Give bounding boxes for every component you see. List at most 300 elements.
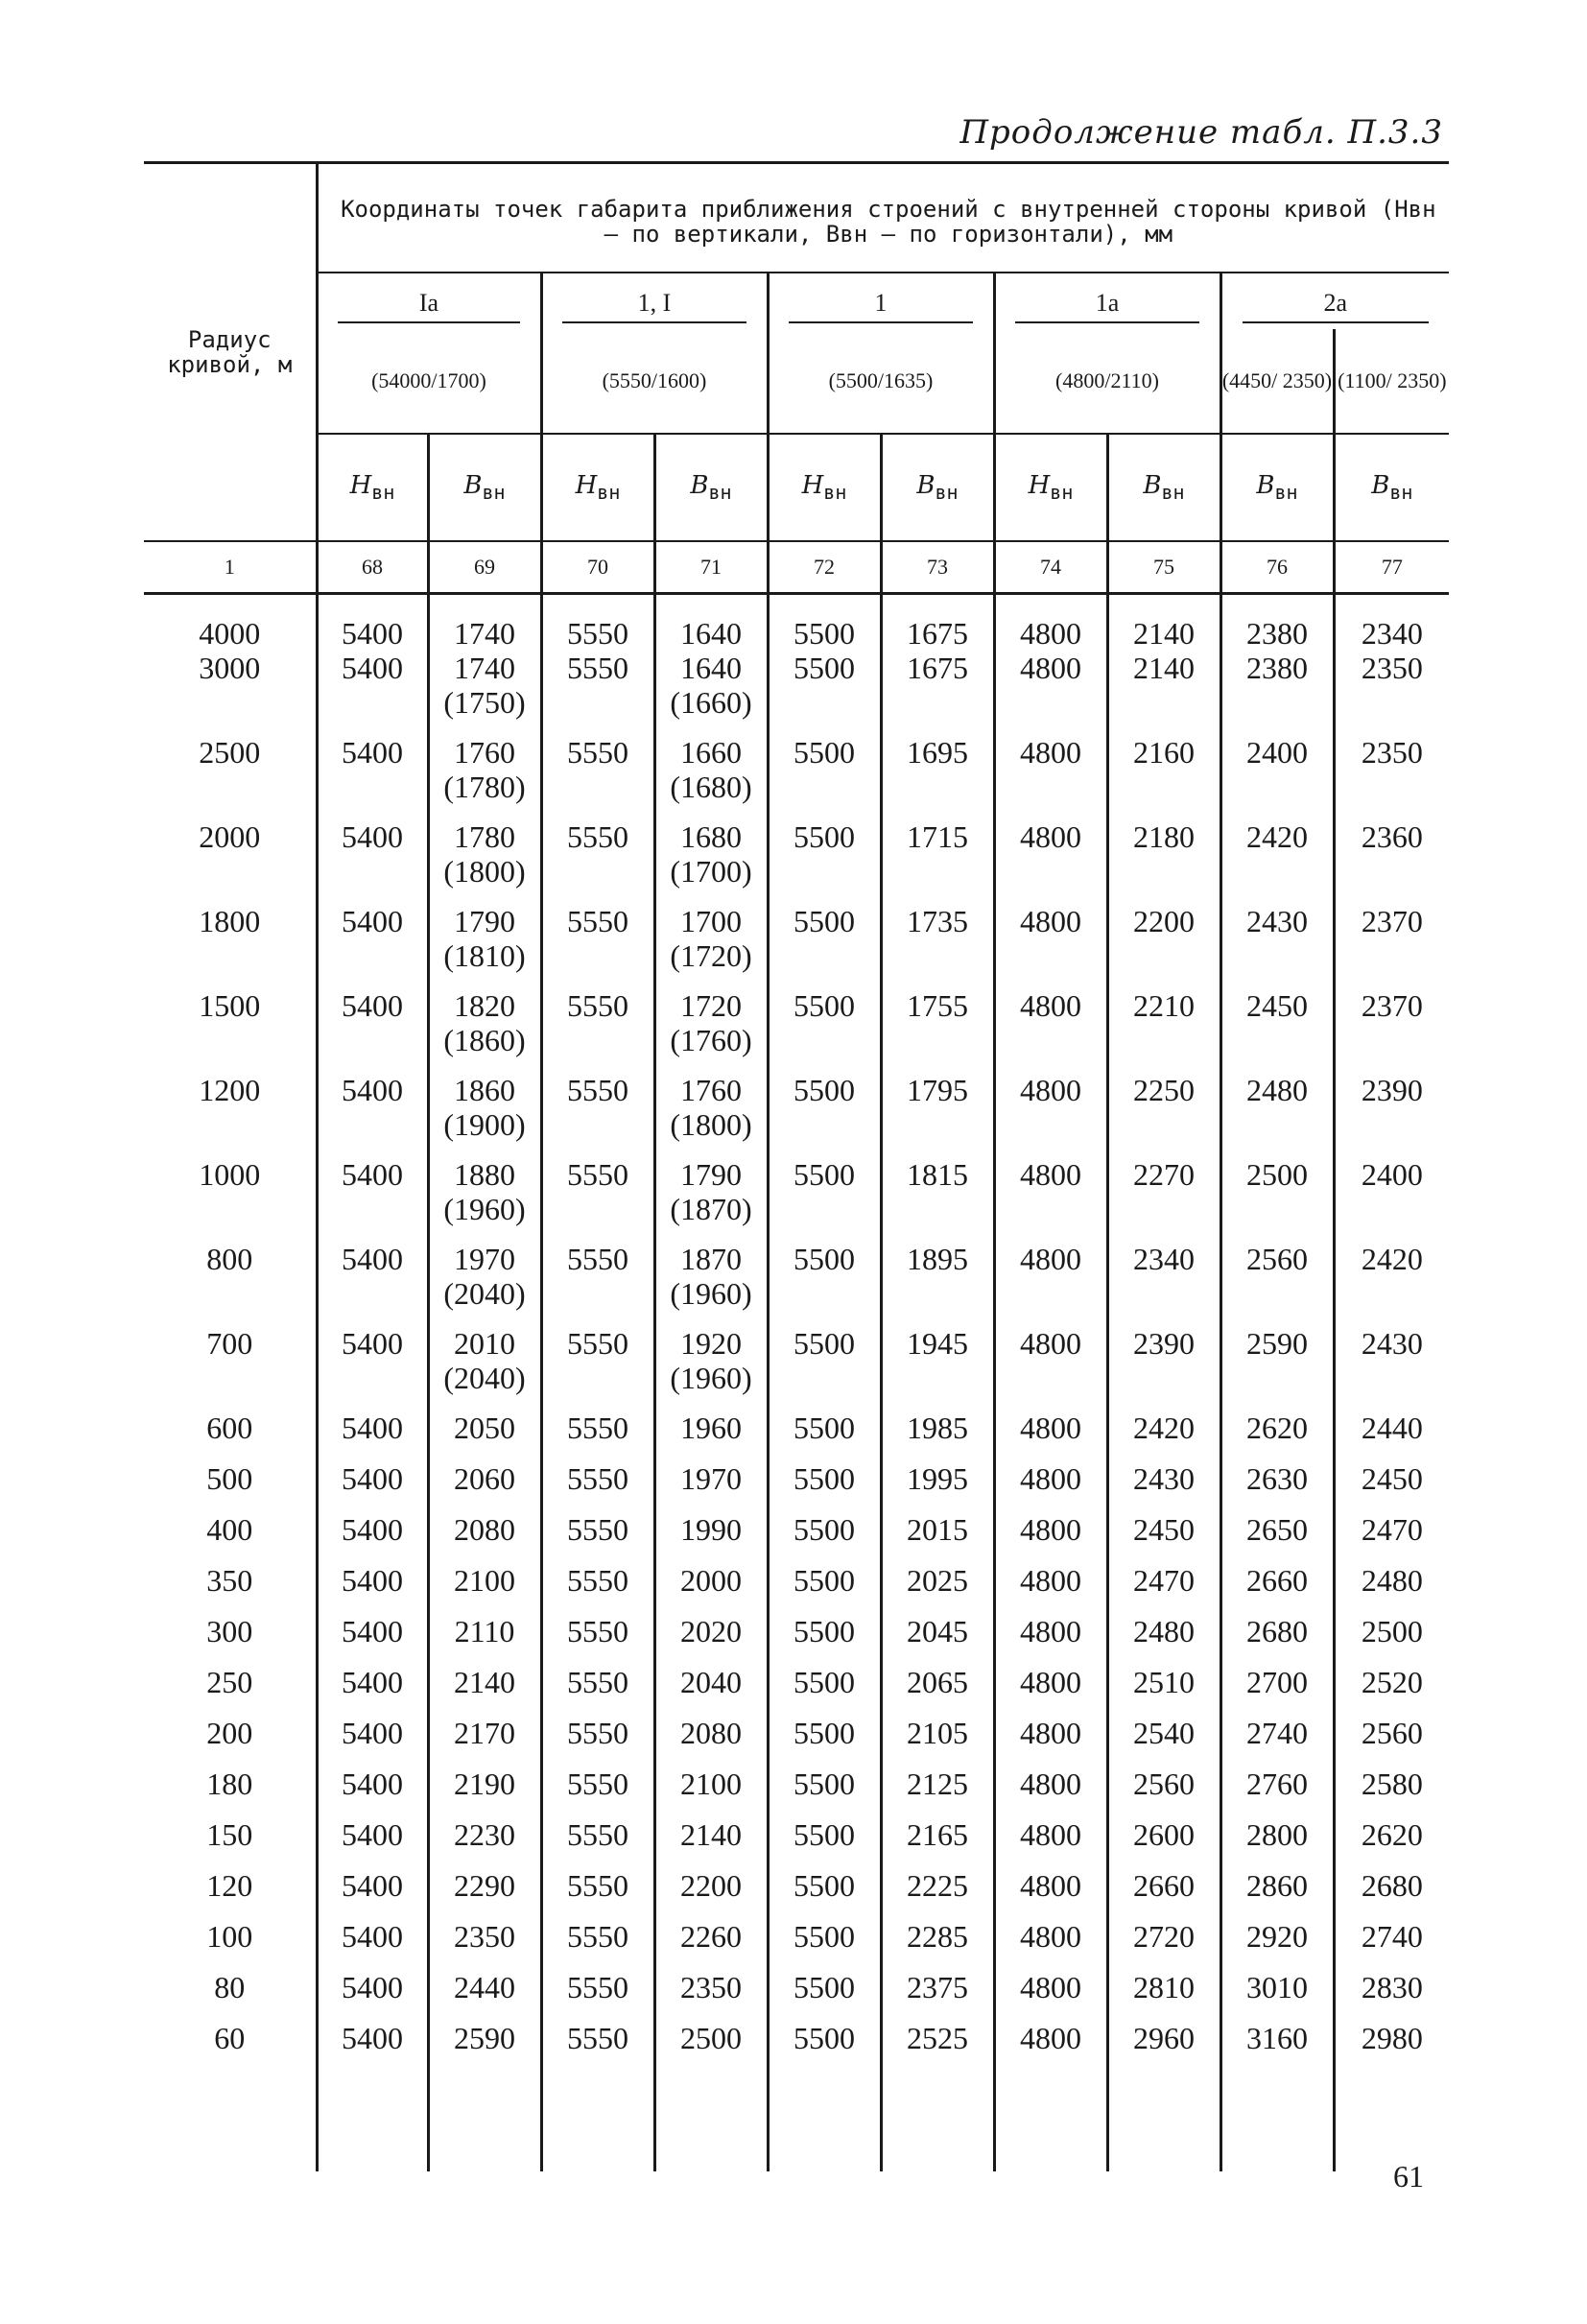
value-cell-69 <box>428 1073 541 1157</box>
cell-value: 1740 <box>454 616 515 651</box>
symbol-header: $H_{вн}$ <box>317 434 428 541</box>
value-cell-70 <box>541 819 654 904</box>
cell-value: 2420 <box>1246 819 1308 854</box>
cell-value: 2480 <box>1246 1073 1308 1107</box>
cell-value: 5400 <box>342 1716 403 1750</box>
value-cell-74 <box>994 735 1107 819</box>
value-cell-72 <box>768 1073 881 1157</box>
coordinates-header <box>317 163 1449 273</box>
radius-cell <box>144 1767 317 1817</box>
cell-value: 4800 <box>1020 1461 1081 1496</box>
cell-value: 2400 <box>1361 1157 1423 1192</box>
radius-cell <box>144 651 317 735</box>
cell-value: 5550 <box>567 1326 628 1361</box>
cell-value: 4800 <box>1020 1073 1081 1107</box>
value-cell-70 <box>541 904 654 988</box>
value-cell-74 <box>994 1868 1107 1919</box>
cell-value: 2620 <box>1361 1817 1423 1852</box>
cell-value: 2020 <box>680 1614 742 1648</box>
cell-alt-value: (1960) <box>670 1276 752 1311</box>
value-cell-76 <box>1220 1326 1334 1411</box>
cell-value: 1675 <box>907 616 968 651</box>
value-cell-73 <box>881 1157 994 1242</box>
cell-value: 1880 <box>454 1157 515 1192</box>
value-cell-70 <box>541 1563 654 1614</box>
value-cell-72 <box>768 1665 881 1716</box>
cell-value: 1795 <box>907 1073 968 1107</box>
cell-value: 2110 <box>454 1614 515 1648</box>
cell-value: 2050 <box>454 1411 515 1445</box>
cell-value: 2580 <box>1361 1767 1423 1801</box>
value-cell-76 <box>1220 594 1334 652</box>
cell-alt-value: (1780) <box>443 770 526 804</box>
cell-value: 4800 <box>1020 1817 1081 1852</box>
cell-value: 2285 <box>907 1919 968 1954</box>
value-cell-70 <box>541 735 654 819</box>
cell-value: 5550 <box>567 1073 628 1107</box>
symbol-header: $H_{вн}$ <box>541 434 654 541</box>
value-cell-70 <box>541 594 654 652</box>
value-cell-73 <box>881 1767 994 1817</box>
cell-value: 1700 <box>680 904 742 938</box>
cell-value: 1985 <box>907 1411 968 1445</box>
cell-value: 1920 <box>680 1326 742 1361</box>
cell-value: 4800 <box>1020 1665 1081 1699</box>
cell-value: 3160 <box>1246 2021 1308 2055</box>
cell-value: 1800 <box>199 904 261 938</box>
cell-value: 2660 <box>1133 1868 1195 1903</box>
value-cell-74 <box>994 2021 1107 2072</box>
value-cell-77 <box>1334 1326 1449 1411</box>
cell-value: 2340 <box>1361 616 1423 651</box>
table-row <box>144 1767 1449 1817</box>
cell-value: 5550 <box>567 1970 628 2004</box>
value-cell-77 <box>1334 988 1449 1073</box>
value-cell-70 <box>541 1919 654 1970</box>
subgroup-header: (4800/2110) <box>994 329 1220 434</box>
table-row <box>144 904 1449 988</box>
value-cell-74 <box>994 819 1107 904</box>
value-cell-73 <box>881 2021 994 2072</box>
cell-value: 5550 <box>567 1716 628 1750</box>
cell-value: 4800 <box>1020 988 1081 1023</box>
cell-value: 5400 <box>342 1512 403 1547</box>
cell-alt-value: (1700) <box>670 854 752 889</box>
cell-value: 5550 <box>567 1817 628 1852</box>
value-cell-72 <box>768 1817 881 1868</box>
value-cell-69 <box>428 1767 541 1817</box>
value-cell-76 <box>1220 1461 1334 1512</box>
cell-value: 4800 <box>1020 1868 1081 1903</box>
subgroup-header: (5550/1600) <box>541 329 768 434</box>
value-cell-76 <box>1220 1073 1334 1157</box>
value-cell-68 <box>317 1868 428 1919</box>
cell-value: 2375 <box>907 1970 968 2004</box>
cell-value: 4800 <box>1020 1411 1081 1445</box>
cell-value: 5500 <box>794 1868 855 1903</box>
cell-value: 5500 <box>794 904 855 938</box>
cell-value: 4800 <box>1020 2021 1081 2055</box>
table-caption: Продолжение табл. П.3.3 <box>959 113 1443 152</box>
value-cell-75 <box>1107 819 1220 904</box>
cell-alt-value: (2040) <box>443 1276 526 1311</box>
value-cell-70 <box>541 651 654 735</box>
value-cell-68 <box>317 594 428 652</box>
cell-value: 5500 <box>794 1563 855 1598</box>
cell-alt-value: (1810) <box>443 938 526 973</box>
cell-value: 2000 <box>680 1563 742 1598</box>
cell-value: 5550 <box>567 1411 628 1445</box>
value-cell-70 <box>541 1461 654 1512</box>
cell-value: 1760 <box>680 1073 742 1107</box>
cell-value: 2250 <box>1133 1073 1195 1107</box>
cell-value: 2190 <box>454 1767 515 1801</box>
cell-value: 4800 <box>1020 1563 1081 1598</box>
cell-value: 1720 <box>680 988 742 1023</box>
value-cell-75 <box>1107 904 1220 988</box>
cell-value: 1715 <box>907 819 968 854</box>
cell-value: 5500 <box>794 1614 855 1648</box>
table-row <box>144 1614 1449 1665</box>
cell-value: 2270 <box>1133 1157 1195 1192</box>
cell-value: 2680 <box>1246 1614 1308 1648</box>
cell-value: 2430 <box>1246 904 1308 938</box>
cell-value: 5400 <box>342 651 403 685</box>
cell-value: 2040 <box>680 1665 742 1699</box>
cell-value: 5500 <box>794 1157 855 1192</box>
symbol-header: $B_{вн}$ <box>1334 434 1449 541</box>
cell-value: 2100 <box>680 1767 742 1801</box>
cell-value: 2350 <box>1361 651 1423 685</box>
value-cell-76 <box>1220 1563 1334 1614</box>
cell-value: 1820 <box>454 988 515 1023</box>
cell-value: 1995 <box>907 1461 968 1496</box>
cell-value: 2390 <box>1361 1073 1423 1107</box>
page-number: 61 <box>1393 2159 1424 2194</box>
cell-value: 2170 <box>454 1716 515 1750</box>
cell-value: 2200 <box>1133 904 1195 938</box>
value-cell-70 <box>541 1242 654 1326</box>
value-cell-75 <box>1107 1157 1220 1242</box>
cell-value: 120 <box>206 1868 253 1903</box>
value-cell-72 <box>768 1614 881 1665</box>
cell-value: 2440 <box>454 1970 515 2004</box>
value-cell-70 <box>541 1512 654 1563</box>
value-cell-75 <box>1107 1512 1220 1563</box>
value-cell-68 <box>317 1817 428 1868</box>
value-cell-77 <box>1334 1767 1449 1817</box>
value-cell-71 <box>654 819 768 904</box>
value-cell-74 <box>994 1157 1107 1242</box>
cell-value: 1780 <box>454 819 515 854</box>
value-cell-77 <box>1334 1411 1449 1461</box>
table-row <box>144 594 1449 652</box>
value-cell-71 <box>654 1461 768 1512</box>
subgroup-header: (4450/ 2350) <box>1220 329 1334 434</box>
cell-value: 2350 <box>1361 735 1423 770</box>
value-cell-69 <box>428 735 541 819</box>
cell-value: 5550 <box>567 1767 628 1801</box>
cell-value: 1680 <box>680 819 742 854</box>
cell-value: 2600 <box>1133 1817 1195 1852</box>
table-row <box>144 988 1449 1073</box>
table-row <box>144 651 1449 735</box>
cell-value: 2470 <box>1361 1512 1423 1547</box>
cell-value: 5550 <box>567 1512 628 1547</box>
value-cell-76 <box>1220 1716 1334 1767</box>
value-cell-68 <box>317 1767 428 1817</box>
value-cell-74 <box>994 988 1107 1073</box>
cell-value: 2470 <box>1133 1563 1195 1598</box>
table-row <box>144 1665 1449 1716</box>
cell-value: 2380 <box>1246 651 1308 685</box>
value-cell-73 <box>881 1512 994 1563</box>
cell-value: 5400 <box>342 1868 403 1903</box>
cell-value: 1970 <box>454 1242 515 1276</box>
value-cell-70 <box>541 1716 654 1767</box>
value-cell-68 <box>317 1242 428 1326</box>
cell-alt-value: (1720) <box>670 938 752 973</box>
radius-cell <box>144 1817 317 1868</box>
value-cell-77 <box>1334 1242 1449 1326</box>
cell-value: 5500 <box>794 1716 855 1750</box>
value-cell-68 <box>317 904 428 988</box>
value-cell-74 <box>994 904 1107 988</box>
value-cell-68 <box>317 1919 428 1970</box>
value-cell-71 <box>654 1817 768 1868</box>
cell-value: 5550 <box>567 1157 628 1192</box>
value-cell-74 <box>994 1767 1107 1817</box>
value-cell-76 <box>1220 1411 1334 1461</box>
value-cell-77 <box>1334 1817 1449 1868</box>
value-cell-76 <box>1220 2021 1334 2072</box>
value-cell-73 <box>881 819 994 904</box>
value-cell-77 <box>1334 1919 1449 1970</box>
cell-value: 2450 <box>1361 1461 1423 1496</box>
cell-value: 4800 <box>1020 616 1081 651</box>
cell-alt-value: (1960) <box>443 1192 526 1226</box>
cell-value: 5500 <box>794 988 855 1023</box>
cell-value: 5500 <box>794 1242 855 1276</box>
subgroup-header: (54000/1700) <box>317 329 541 434</box>
cell-value: 400 <box>206 1512 253 1547</box>
cell-value: 2660 <box>1246 1563 1308 1598</box>
cell-alt-value: (1750) <box>443 685 526 720</box>
value-cell-77 <box>1334 651 1449 735</box>
cell-value: 1740 <box>454 651 515 685</box>
value-cell-71 <box>654 1919 768 1970</box>
column-number: 75 <box>1107 541 1220 594</box>
cell-value: 5400 <box>342 1817 403 1852</box>
table-row <box>144 1868 1449 1919</box>
cell-value: 1640 <box>680 616 742 651</box>
symbol-header: $H_{вн}$ <box>994 434 1107 541</box>
value-cell-72 <box>768 1716 881 1767</box>
value-cell-73 <box>881 1461 994 1512</box>
cell-value: 2420 <box>1361 1242 1423 1276</box>
cell-value: 5550 <box>567 904 628 938</box>
value-cell-68 <box>317 1157 428 1242</box>
value-cell-75 <box>1107 1716 1220 1767</box>
cell-value: 4800 <box>1020 1716 1081 1750</box>
radius-cell <box>144 735 317 819</box>
value-cell-77 <box>1334 1563 1449 1614</box>
value-cell-68 <box>317 1461 428 1512</box>
value-cell-69 <box>428 1665 541 1716</box>
cell-value: 80 <box>214 1970 246 2004</box>
value-cell-72 <box>768 1919 881 1970</box>
cell-value: 1755 <box>907 988 968 1023</box>
cell-value: 2620 <box>1246 1411 1308 1445</box>
value-cell-71 <box>654 1157 768 1242</box>
radius-cell <box>144 1868 317 1919</box>
cell-value: 2590 <box>454 2021 515 2055</box>
cell-value: 2100 <box>454 1563 515 1598</box>
cell-value: 4800 <box>1020 1157 1081 1192</box>
value-cell-73 <box>881 1817 994 1868</box>
cell-value: 1945 <box>907 1326 968 1361</box>
table-row <box>144 1919 1449 1970</box>
cell-value: 2520 <box>1361 1665 1423 1699</box>
cell-value: 2230 <box>454 1817 515 1852</box>
value-cell-74 <box>994 1242 1107 1326</box>
value-cell-76 <box>1220 819 1334 904</box>
value-cell-77 <box>1334 904 1449 988</box>
cell-value: 5500 <box>794 1512 855 1547</box>
value-cell-70 <box>541 1157 654 1242</box>
value-cell-69 <box>428 1817 541 1868</box>
cell-value: 2810 <box>1133 1970 1195 2004</box>
table-row <box>144 2021 1449 2072</box>
cell-value: 4800 <box>1020 1614 1081 1648</box>
value-cell-77 <box>1334 1614 1449 1665</box>
value-cell-75 <box>1107 1461 1220 1512</box>
value-cell-76 <box>1220 1817 1334 1868</box>
value-cell-71 <box>654 735 768 819</box>
cell-value: 5500 <box>794 2021 855 2055</box>
value-cell-76 <box>1220 1767 1334 1817</box>
value-cell-75 <box>1107 1868 1220 1919</box>
radius-cell <box>144 1242 317 1326</box>
value-cell-68 <box>317 1512 428 1563</box>
column-number: 74 <box>994 541 1107 594</box>
cell-value: 5550 <box>567 2021 628 2055</box>
cell-value: 150 <box>206 1817 253 1852</box>
cell-value: 2860 <box>1246 1868 1308 1903</box>
value-cell-73 <box>881 735 994 819</box>
value-cell-69 <box>428 819 541 904</box>
cell-value: 200 <box>206 1716 253 1750</box>
cell-value: 2370 <box>1361 988 1423 1023</box>
subgroup-header: (1100/ 2350) <box>1334 329 1449 434</box>
value-cell-69 <box>428 904 541 988</box>
cell-value: 2830 <box>1361 1970 1423 2004</box>
value-cell-75 <box>1107 1767 1220 1817</box>
value-cell-71 <box>654 1326 768 1411</box>
value-cell-75 <box>1107 1665 1220 1716</box>
cell-value: 5400 <box>342 1614 403 1648</box>
column-number: 73 <box>881 541 994 594</box>
value-cell-72 <box>768 1512 881 1563</box>
cell-value: 1500 <box>199 988 261 1023</box>
value-cell-71 <box>654 904 768 988</box>
radius-cell <box>144 1512 317 1563</box>
cell-value: 2160 <box>1133 735 1195 770</box>
radius-cell <box>144 819 317 904</box>
cell-value: 1870 <box>680 1242 742 1276</box>
cell-value: 2360 <box>1361 819 1423 854</box>
value-cell-74 <box>994 1512 1107 1563</box>
value-cell-69 <box>428 1614 541 1665</box>
radius-cell <box>144 594 317 652</box>
cell-value: 1675 <box>907 651 968 685</box>
value-cell-74 <box>994 1073 1107 1157</box>
cell-value: 2140 <box>1133 651 1195 685</box>
table-row <box>144 1326 1449 1411</box>
column-number: 1 <box>144 541 317 594</box>
cell-alt-value: (2040) <box>443 1361 526 1395</box>
value-cell-75 <box>1107 651 1220 735</box>
cell-value: 5400 <box>342 1563 403 1598</box>
cell-alt-value: (1760) <box>670 1023 752 1057</box>
value-cell-69 <box>428 988 541 1073</box>
cell-value: 500 <box>206 1461 253 1496</box>
radius-header <box>144 163 317 542</box>
table-row <box>144 1242 1449 1326</box>
cell-value: 5400 <box>342 1767 403 1801</box>
value-cell-70 <box>541 988 654 1073</box>
value-cell-68 <box>317 1665 428 1716</box>
empty-cell <box>881 2072 994 2171</box>
value-cell-75 <box>1107 1614 1220 1665</box>
cell-value: 1200 <box>199 1073 261 1107</box>
cell-value: 2200 <box>680 1868 742 1903</box>
cell-value: 5400 <box>342 2021 403 2055</box>
cell-value: 2180 <box>1133 819 1195 854</box>
value-cell-70 <box>541 1868 654 1919</box>
cell-value: 2140 <box>454 1665 515 1699</box>
cell-value: 2440 <box>1361 1411 1423 1445</box>
value-cell-72 <box>768 819 881 904</box>
symbol-header: $B_{вн}$ <box>428 434 541 541</box>
cell-value: 2350 <box>680 1970 742 2004</box>
value-cell-69 <box>428 1461 541 1512</box>
table-row <box>144 1970 1449 2021</box>
cell-value: 2760 <box>1246 1767 1308 1801</box>
value-cell-73 <box>881 1242 994 1326</box>
cell-value: 2560 <box>1361 1716 1423 1750</box>
cell-value: 2525 <box>907 2021 968 2055</box>
value-cell-74 <box>994 1563 1107 1614</box>
cell-value: 4800 <box>1020 1242 1081 1276</box>
value-cell-70 <box>541 1970 654 2021</box>
cell-value: 1970 <box>680 1461 742 1496</box>
cell-value: 2500 <box>199 735 261 770</box>
value-cell-74 <box>994 1411 1107 1461</box>
cell-value: 3000 <box>199 651 261 685</box>
cell-value: 2720 <box>1133 1919 1195 1954</box>
cell-value: 5400 <box>342 1919 403 1954</box>
cell-alt-value: (1900) <box>443 1107 526 1142</box>
empty-cell <box>768 2072 881 2171</box>
cell-value: 5550 <box>567 988 628 1023</box>
empty-cell <box>428 2072 541 2171</box>
value-cell-69 <box>428 1242 541 1326</box>
value-cell-74 <box>994 1817 1107 1868</box>
radius-cell <box>144 988 317 1073</box>
cell-value: 5400 <box>342 616 403 651</box>
radius-cell <box>144 1563 317 1614</box>
